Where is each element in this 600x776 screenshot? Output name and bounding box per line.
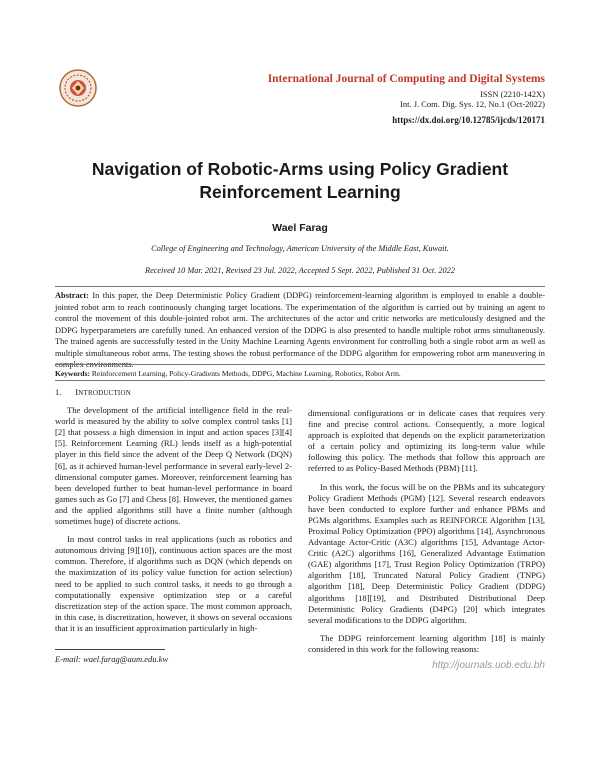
divider — [55, 364, 545, 365]
author-email: E-mail: wael.farag@aum.edu.kw — [55, 654, 169, 664]
section-heading-initial: I — [75, 387, 79, 397]
footnote-divider — [55, 649, 165, 650]
paper-title — [60, 158, 540, 204]
column-left — [55, 387, 292, 641]
abstract-label: Abstract: — [55, 291, 89, 300]
keywords-label: Keywords: — [55, 369, 90, 378]
paragraph: The development of the artificial intelligence field in the real-world is measured by the ability to solve complex control tasks [1][2] that possess a high dimension in input and action spaces [3][4][5]. Reinforcement Learning (RL) lends itself as a high-potential player in this field since the advent of the Deep Q Network (DQN) [6], as it achieved human-level performance in several early-level 2-dimensional computer games. Moreover, reinforcement learning has been developed further to beat human-level performance in board games such as Go [7] and Chess [8]. However, the mentioned games and the applied algorithms still have a finite number (although sometimes huge) of discrete actions. — [55, 405, 292, 527]
journal-url[interactable]: http://journals.uob.edu.bh — [432, 660, 545, 671]
keywords — [55, 369, 545, 378]
section-number: 1. — [55, 388, 62, 397]
abstract-text: In this paper, the Deep Deterministic Policy Gradient (DDPG) reinforcement-learning algorithm is employed to enable a double-jointed robot arm to reach continuously changing target locations. The experimentation of the algorithm is carried out by training an agent to control the movement of this double-jointed robot arm. The architectures of the actor and critic networks are meticulously designed and the DDPG hyperparameters are carefully tuned. An enhanced version of the DDPG is also presented to handle multiple robot arms simultaneously. The trained agents are successfully tested in the Unity Machine Learning Agents environment for controlling both a single robot arm as well as multiple simultaneous robot arms. The testing shows the robust performance of the DDPG algorithm for empowering robot arm maneuvering in complex environments. — [55, 291, 546, 369]
divider — [55, 286, 545, 287]
title-line-2: Reinforcement Learning — [199, 182, 401, 202]
column-right — [308, 408, 545, 662]
doi-link[interactable]: https://dx.doi.org/10.12785/ijcds/120171 — [392, 115, 545, 125]
title-line-1: Navigation of Robotic-Arms using Policy Gradient — [91, 159, 509, 179]
section-heading-rest: NTRODUCTION — [78, 389, 131, 397]
paragraph: In this work, the focus will be on the PBMs and its subcategory Policy Gradient Methods (PGM) [12]. Several research endeavors have been conducted to explore further and enhance PBMs and PGMs algorithms. Examples such as REINFORCE Algorithm [13], Proximal Policy Optimization (PPO) algorithms [14], Asynchronous Advantage Actor-Critic (A3C) algorithms [15], Advantage Actor-Critic (A2C) algorithms [16], Generalized Advantage Estimation (GAE) algorithms [17], Trust Region Policy Optimization (TRPO) algorithm [18], Truncated Natural Policy Gradient (TNPG) algorithm [18], Deep Deterministic Policy Gradient (DDPG) algorithms [18][19], and Distributed Distributional Deep Deterministic Policy Gradients (D4PG) [20] which integrates several modifications to the DDPG algorithm. — [308, 481, 545, 625]
citation: Int. J. Com. Dig. Sys. 12, No.1 (Oct-2022) — [400, 99, 545, 109]
publication-dates: Received 10 Mar. 2021, Revised 23 Jul. 2022, Accepted 5 Sept. 2022, Published 31 Oct. 2022 — [145, 266, 455, 275]
paragraph: dimensional configurations or in delicate cases that requires very fine and precise control actions. Consequently, a more logical approach is exploited that depends on the explicit parameterization of a certain policy and optimizing its long-term value while following this policy. The methods that follow this approach are referred to as Policy-Based Methods (PBM) [11]. — [308, 408, 545, 474]
paragraph: The DDPG reinforcement learning algorithm [18] is mainly considered in this work for the following reasons: — [308, 632, 545, 654]
section-heading — [55, 387, 292, 399]
issn: ISSN (2210-142X) — [480, 89, 545, 99]
abstract — [55, 290, 545, 371]
keywords-text: Reinforcement Learning, Policy-Gradients Methods, DDPG, Machine Learning, Robotics, Robot Arm. — [91, 369, 401, 378]
paragraph: In most control tasks in real applications (such as robotics and autonomous driving [9][10]), continuous action spaces are the most common. Therefore, if algorithms such as DQN (which depends on the maximization of its policy value function for action selection) need to be applied to such control tasks, it needs to go through a computationally expensive optimization step or a careful discretization step of the action space. The most common approach, in this case, is discretization, however, it shows on several occasions that it is an insufficient approximation particularly in high- — [55, 534, 292, 633]
affiliation: College of Engineering and Technology, American University of the Middle East, Kuwait. — [151, 244, 449, 253]
journal-title: International Journal of Computing and Digital Systems — [267, 73, 545, 85]
divider — [55, 380, 545, 381]
author-name: Wael Farag — [272, 222, 328, 234]
journal-logo — [58, 68, 98, 108]
